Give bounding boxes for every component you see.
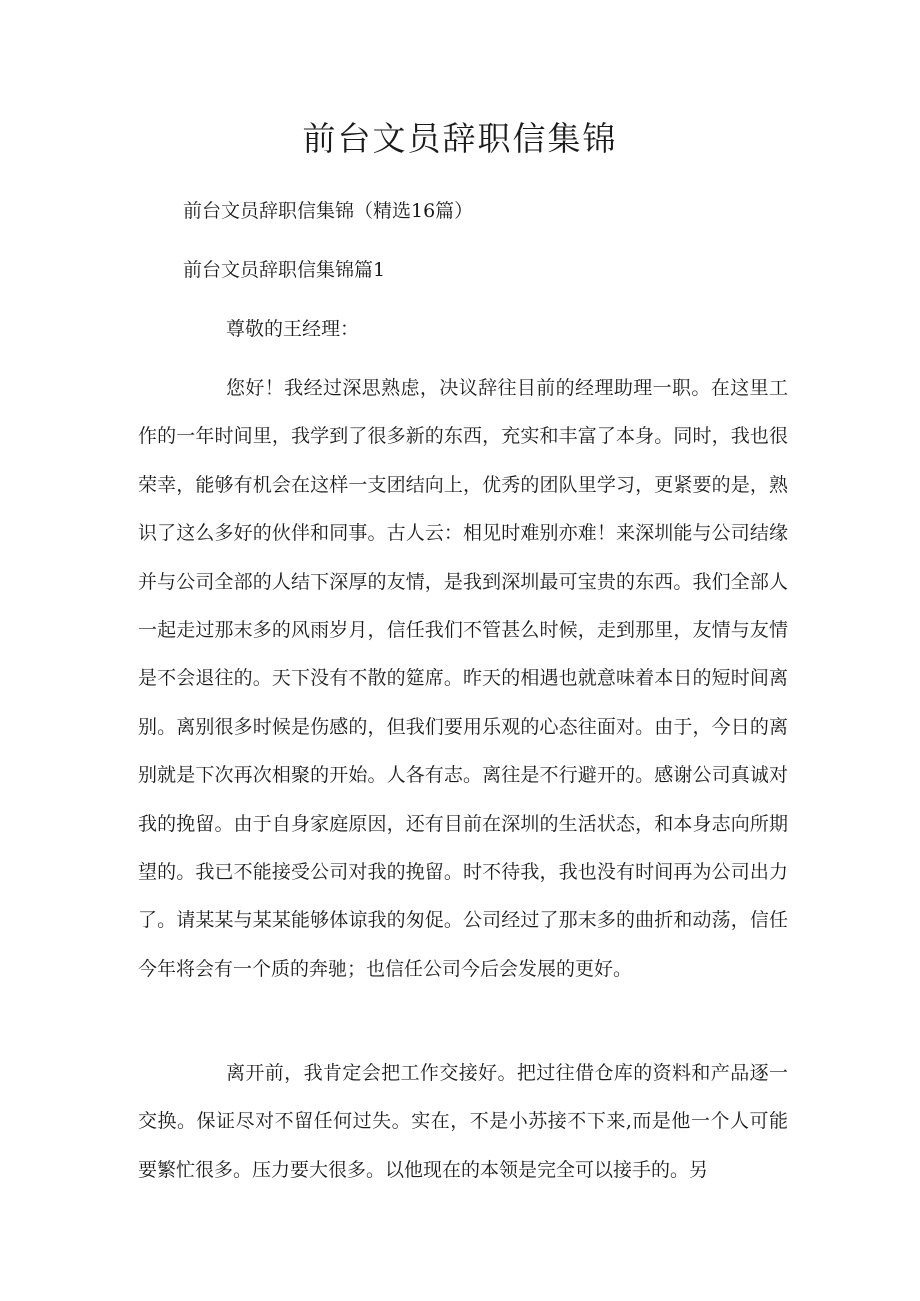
document-title: 前台文员辞职信集锦 <box>302 119 618 158</box>
document-subtitle: 前台文员辞职信集锦（精选16篇） <box>183 200 474 222</box>
letter-greeting: 尊敬的王经理： <box>226 318 360 340</box>
section-heading: 前台文员辞职信集锦篇1 <box>183 259 386 281</box>
body-paragraph: 您好！我经过深思熟虑，决议辞往目前的经理助理一职。在这里工作的一年时间里，我学到了很多新的东西，充实和丰富了本身。同时，我也很荣幸，能够有机会在这样一支团结向上，优秀的团队里学习，更紧要的是，熟识了这么多好的伙伴和同事。古人云：相见时难别亦难！来深圳能与公司结缘并与公司全部的人结下深厚的友情，是我到深圳最可宝贵的东西。我们全部人一起走过那末多的风雨岁月，信任我们不管甚么时候，走到那里，友情与友情是不会退往的。天下没有不散的筵席。昨天的相遇也就意味着本日的短时间离别。离别很多时候是伤感的，但我们要用乐观的心态往面对。由于，今日的离别就是下次再次相聚的开始。人各有志。离往是不行避开的。感谢公司真诚对我的挽留。由于自身家庭原因，还有目前在深圳的生活状态，和本身志向所期望的。我已不能接受公司对我的挽留。时不待我，我也没有时间再为公司出力了。请某某与某某能够体谅我的匆促。公司经过了那末多的曲折和动荡，信任今年将会有一个质的奔驰；也信任公司今后会发展的更好。 <box>138 377 788 980</box>
body-paragraph: 离开前，我肯定会把工作交接好。把过往借仓库的资料和产品逐一交换。保证尽对不留任何过失。实在，不是小苏接不下来,而是他一个人可能要繁忙很多。压力要大很多。以他现在的本领是完全可以接手的。另 <box>138 1062 788 1181</box>
